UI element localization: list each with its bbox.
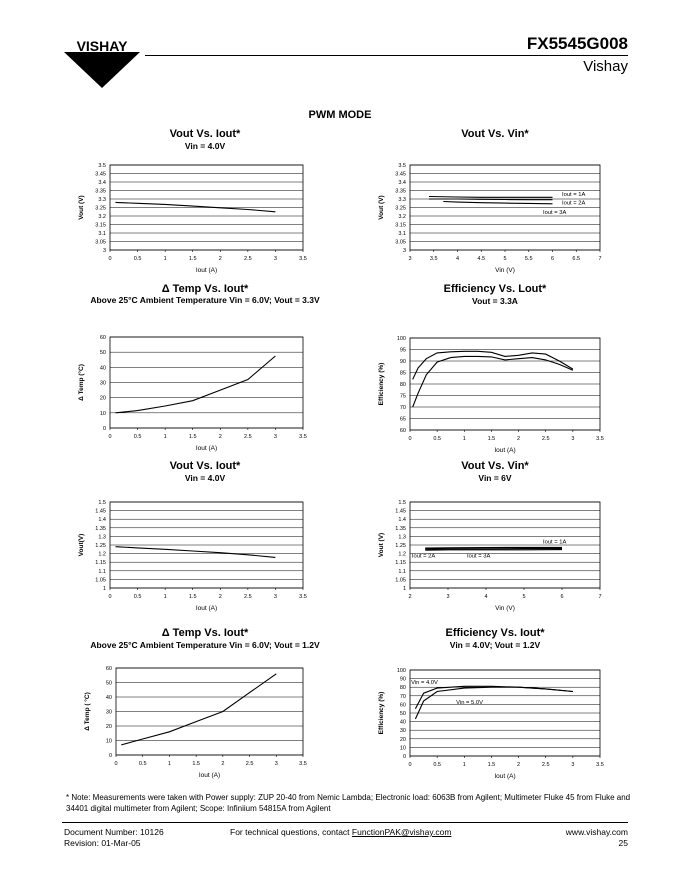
chart-1-y-axis-label: Vout (V) (78, 195, 85, 220)
chart-6-y-tick-label: 1.4 (398, 517, 406, 524)
chart-8-x-tick-label: 1.5 (487, 762, 496, 768)
revision-date: Revision: 01-Mar-05 (64, 838, 141, 848)
chart-1-x-tick-label: 3 (273, 256, 277, 262)
chart-5-y-tick-label: 1.3 (98, 534, 106, 541)
chart-1-y-tick-label: 3.45 (95, 171, 106, 178)
chart-4-y-tick-label: 75 (399, 393, 406, 400)
chart-8-y-tick-label: 30 (399, 728, 406, 735)
chart-2-y-tick-label: 3.15 (395, 222, 406, 229)
chart-6-y-axis-label: Vout (V) (378, 532, 385, 558)
chart-5-y-axis-label: Vout(V) (78, 533, 85, 557)
chart-1-y-tick-label: 3.1 (98, 231, 106, 237)
contact-prefix: For technical questions, contact (230, 827, 352, 837)
chart-8-title: Efficiency Vs. Iout* (445, 627, 545, 639)
chart-6-x-axis-label: Vin (V) (495, 605, 515, 612)
chart-3-x-tick-label: 1 (163, 434, 167, 440)
chart-2-x-tick-label: 6.5 (572, 256, 581, 262)
chart-5-y-tick-label: 1.2 (98, 551, 106, 558)
chart-4-y-tick-label: 70 (399, 405, 406, 411)
chart-2-y-tick-label: 3.25 (395, 205, 406, 212)
chart-1-x-tick-label: 2 (218, 256, 222, 262)
chart-5-y-tick-label: 1.1 (98, 568, 106, 575)
chart-5-x-axis-label: Iout (A) (195, 605, 218, 612)
chart-3-y-tick-label: 20 (99, 395, 106, 402)
chart-6-y-tick-label: 1.25 (395, 543, 406, 549)
chart-7-y-tick-label: 0 (108, 753, 112, 759)
chart-1-y-tick-label: 3.4 (98, 180, 106, 186)
chart-7-x-tick-label: 3.5 (299, 761, 307, 767)
chart-5-x-tick-label: 3 (273, 594, 277, 600)
chart-4-x-tick-label: 0.5 (433, 436, 441, 442)
chart-2-y-tick-label: 3.45 (395, 171, 406, 178)
chart-6-series-line-3 (425, 550, 562, 551)
chart-1-y-tick-label: 3.5 (98, 163, 106, 169)
chart-5-y-tick-label: 1.4 (98, 517, 106, 524)
chart-1-x-tick-label: 0 (108, 256, 112, 262)
chart-2-title: Vout Vs. Vin* (461, 128, 529, 140)
chart-7-x-tick-label: 0 (114, 761, 118, 767)
chart-6-x-tick-label: 5 (522, 594, 526, 600)
chart-5-subtitle: Vin = 4.0V (184, 473, 226, 483)
chart-5-y-tick-label: 1.45 (95, 508, 106, 515)
chart-6-series-line-2 (425, 549, 562, 550)
chart-6-x-tick-label: 7 (598, 594, 602, 600)
chart-6-y-tick-label: 1.05 (395, 577, 406, 584)
chart-1-x-tick-label: 1 (163, 256, 167, 262)
chart-5-y-tick-label: 1.05 (95, 577, 106, 584)
chart-1-y-tick-label: 3.25 (95, 205, 106, 212)
chart-8-y-tick-label: 70 (399, 693, 406, 700)
chart-4-x-tick-label: 2 (517, 436, 521, 442)
chart-5-y-tick-label: 1.25 (95, 543, 106, 549)
chart-5-x-tick-label: 2 (218, 594, 222, 600)
chart-5-x-tick-label: 1.5 (188, 594, 197, 600)
chart-2-x-tick-label: 5 (503, 256, 507, 262)
chart-3-x-tick-label: 2.5 (244, 434, 252, 440)
chart-3-x-tick-label: 0.5 (133, 434, 142, 440)
chart-1-x-tick-label: 0.5 (133, 256, 142, 262)
chart-4-title: Efficiency Vs. Lout* (443, 283, 547, 295)
chart-8-x-tick-label: 1 (462, 762, 466, 768)
chart-6-x-tick-label: 4 (484, 594, 488, 600)
chart-2-y-tick-label: 3.5 (398, 163, 406, 169)
chart-8-y-tick-label: 100 (396, 668, 406, 674)
chart-5-x-tick-label: 3.5 (299, 594, 307, 600)
chart-3-x-axis-label: Iout (A) (195, 445, 218, 452)
chart-8-x-axis-label: Iout (A) (494, 773, 516, 780)
chart-4-subtitle: Vout = 3.3A (472, 296, 518, 306)
chart-4-y-axis-label: Efficiency (%) (378, 362, 385, 406)
chart-5-x-tick-label: 0 (108, 594, 112, 600)
chart-4-x-tick-label: 0 (408, 436, 412, 442)
chart-2-x-tick-label: 6 (550, 256, 555, 262)
chart-6-title: Vout Vs. Vin* (461, 460, 529, 472)
chart-7-title: Δ Temp Vs. Iout* (161, 627, 249, 639)
chart-8-y-tick-label: 90 (399, 676, 406, 683)
chart-8-x-tick-label: 0 (408, 762, 412, 768)
chart-7-y-tick-label: 40 (105, 695, 112, 701)
chart-6-annotation-label: Iout = 2A (411, 553, 436, 560)
chart-1-x-tick-label: 2.5 (244, 256, 252, 262)
chart-1-y-tick-label: 3.3 (98, 197, 106, 203)
chart-8-y-tick-label: 20 (399, 736, 406, 743)
chart-8-y-tick-label: 50 (399, 711, 406, 717)
chart-7-y-axis-label: Δ Temp ( °C) (84, 692, 91, 731)
chart-2-x-tick-label: 7 (598, 256, 602, 262)
chart-2-annotation-label: Iout = 3A (543, 209, 567, 216)
measurement-footnote: * Note: Measurements were taken with Power supply: ZUP 20-40 from Nemic Lambda; Electronic load: 6063B from Agilent; Multimeter Fluke 45 from Fluke and 34401 digital multimeter from Agilent; Scope: Infiniium 54815A from Agilent (66, 793, 631, 813)
chart-4-y-tick-label: 95 (399, 347, 406, 354)
chart-7-x-tick-label: 0.5 (138, 761, 147, 767)
chart-6-y-tick-label: 1.45 (395, 508, 406, 515)
chart-7-x-tick-label: 2 (221, 761, 225, 767)
chart-6-x-tick-label: 3 (446, 594, 450, 600)
chart-8-y-tick-label: 40 (399, 719, 406, 726)
chart-7-y-tick-label: 30 (105, 709, 112, 716)
chart-2-x-tick-label: 3 (408, 256, 412, 262)
chart-4-x-tick-label: 2.5 (541, 436, 550, 442)
chart-5-x-tick-label: 0.5 (133, 594, 142, 600)
chart-8-x-tick-label: 0.5 (433, 762, 441, 768)
section-title: PWM MODE (308, 109, 372, 121)
chart-2-y-tick-label: 3 (402, 248, 406, 254)
chart-2-y-tick-label: 3.1 (398, 231, 406, 237)
chart-2-x-axis-label: Vin (V) (495, 267, 515, 274)
chart-3-y-tick-label: 40 (99, 365, 106, 372)
chart-2-x-tick-label: 4 (455, 256, 460, 262)
chart-2-y-tick-label: 3.05 (395, 239, 406, 246)
chart-6-x-tick-label: 6 (560, 594, 564, 600)
chart-8-x-tick-label: 3 (571, 762, 575, 768)
chart-7-y-tick-label: 10 (105, 738, 112, 745)
chart-8-subtitle: Vin = 4.0V; Vout = 1.2V (449, 640, 541, 650)
chart-8-x-tick-label: 3.5 (596, 762, 604, 768)
chart-4-x-tick-label: 3.5 (596, 436, 604, 442)
chart-4-y-tick-label: 90 (399, 359, 406, 365)
chart-3-y-tick-label: 0 (102, 426, 106, 432)
chart-3-y-tick-label: 60 (99, 335, 106, 341)
chart-1-title: Vout Vs. Iout* (169, 128, 241, 140)
chart-2-y-tick-label: 3.3 (398, 197, 406, 203)
page-number: 25 (618, 838, 628, 848)
chart-5-y-tick-label: 1.15 (95, 560, 106, 567)
chart-5-y-tick-label: 1.5 (98, 500, 106, 506)
chart-8-y-axis-label: Efficiency (%) (378, 691, 385, 735)
chart-1-y-tick-label: 3.35 (95, 188, 106, 195)
chart-8-annotation-label: Vin = 4.0V (411, 680, 438, 687)
chart-1-x-axis-label: Iout (A) (195, 267, 218, 274)
chart-4-x-tick-label: 1.5 (487, 436, 496, 442)
chart-2-annotation-label: Iout = 1A (562, 191, 586, 198)
chart-8-y-tick-label: 60 (399, 702, 406, 709)
chart-4-y-tick-label: 100 (396, 336, 406, 342)
chart-6-annotation-label: Iout = 3A (467, 553, 491, 560)
chart-3-title: Δ Temp Vs. Iout* (161, 283, 249, 295)
chart-2-annotation-label: Iout = 2A (562, 200, 586, 207)
chart-5-y-tick-label: 1 (102, 586, 106, 592)
logo-text: VISHAY (76, 38, 128, 54)
chart-3-x-tick-label: 0 (108, 434, 112, 440)
chart-4-y-tick-label: 80 (399, 382, 406, 388)
chart-6-y-tick-label: 1.1 (398, 568, 406, 575)
chart-8-y-tick-label: 80 (399, 685, 406, 692)
chart-3-y-tick-label: 50 (99, 350, 106, 357)
chart-3-x-tick-label: 3 (273, 434, 277, 440)
chart-2-y-tick-label: 3.4 (398, 180, 406, 186)
chart-6-y-tick-label: 1.35 (395, 525, 406, 532)
chart-4-y-tick-label: 65 (399, 416, 406, 423)
chart-6-subtitle: Vin = 6V (478, 473, 512, 483)
chart-3-x-tick-label: 1.5 (188, 434, 197, 440)
chart-3-y-tick-label: 30 (99, 380, 106, 387)
chart-5-x-tick-label: 2.5 (244, 594, 252, 600)
chart-1-subtitle: Vin = 4.0V (184, 141, 226, 151)
chart-7-y-tick-label: 20 (105, 724, 112, 730)
chart-6-annotation-label: Iout = 1A (543, 539, 567, 546)
chart-6-y-tick-label: 1.5 (398, 500, 406, 506)
chart-1-y-tick-label: 3.15 (95, 222, 106, 229)
chart-8-annotation-label: Vin = 5.0V (456, 699, 483, 706)
document-number: Document Number: 10126 (64, 827, 164, 837)
chart-7-subtitle: Above 25°C Ambient Temperature Vin = 6.0V; Vout = 1.2V (90, 640, 320, 650)
chart-8-x-tick-label: 2 (517, 762, 521, 768)
chart-3-x-tick-label: 2 (218, 434, 222, 440)
chart-8-y-tick-label: 0 (402, 754, 406, 760)
chart-7-y-tick-label: 50 (105, 680, 112, 687)
chart-3-x-tick-label: 3.5 (299, 434, 307, 440)
chart-3-y-axis-label: Δ Temp (°C) (78, 364, 85, 401)
company-name: Vishay (583, 58, 628, 75)
chart-4-y-tick-label: 60 (399, 428, 406, 434)
chart-2-y-tick-label: 3.2 (398, 214, 406, 220)
chart-1-y-tick-label: 3.2 (98, 214, 106, 220)
chart-2-x-tick-label: 4.5 (477, 256, 486, 262)
website-url[interactable]: www.vishay.com (565, 827, 628, 837)
chart-7-x-tick-label: 1 (167, 761, 171, 767)
chart-7-x-tick-label: 3 (274, 761, 278, 767)
chart-2-x-tick-label: 3.5 (429, 256, 438, 262)
chart-7-x-axis-label: Iout (A) (198, 772, 221, 779)
chart-1-y-tick-label: 3.05 (95, 239, 106, 246)
chart-6-x-tick-label: 2 (408, 594, 412, 600)
document-title: FX5545G008 (526, 34, 628, 53)
chart-2-y-axis-label: Vout (V) (378, 195, 385, 220)
chart-4-x-tick-label: 1 (462, 436, 466, 442)
chart-3-subtitle: Above 25°C Ambient Temperature Vin = 6.0V; Vout = 3.3V (90, 295, 320, 305)
chart-7-y-tick-label: 60 (105, 666, 112, 672)
chart-8-x-tick-label: 2.5 (541, 762, 550, 768)
chart-6-y-tick-label: 1 (402, 586, 406, 592)
chart-8-y-tick-label: 10 (399, 745, 406, 752)
technical-contact (230, 827, 451, 837)
footer-divider (62, 822, 628, 823)
chart-6-y-tick-label: 1.15 (395, 560, 406, 567)
chart-6-y-tick-label: 1.3 (398, 534, 406, 541)
chart-2-x-tick-label: 5.5 (524, 256, 533, 262)
chart-6-y-tick-label: 1.2 (398, 551, 406, 558)
chart-1-x-tick-label: 1.5 (188, 256, 197, 262)
chart-1-x-tick-label: 3.5 (299, 256, 307, 262)
chart-1-y-tick-label: 3 (102, 248, 106, 254)
chart-2-y-tick-label: 3.35 (395, 188, 406, 195)
chart-3-y-tick-label: 10 (99, 410, 106, 417)
contact-email-link[interactable]: FunctionPAK@vishay.com (351, 827, 452, 837)
chart-4-x-axis-label: Iout (A) (494, 447, 516, 454)
chart-5-title: Vout Vs. Iout* (169, 460, 241, 472)
chart-5-x-tick-label: 1 (163, 594, 167, 600)
chart-5-y-tick-label: 1.35 (95, 525, 106, 532)
chart-7-x-tick-label: 2.5 (245, 761, 254, 767)
chart-7-x-tick-label: 1.5 (192, 761, 200, 767)
chart-4-y-tick-label: 85 (399, 370, 406, 377)
chart-4-x-tick-label: 3 (571, 436, 575, 442)
